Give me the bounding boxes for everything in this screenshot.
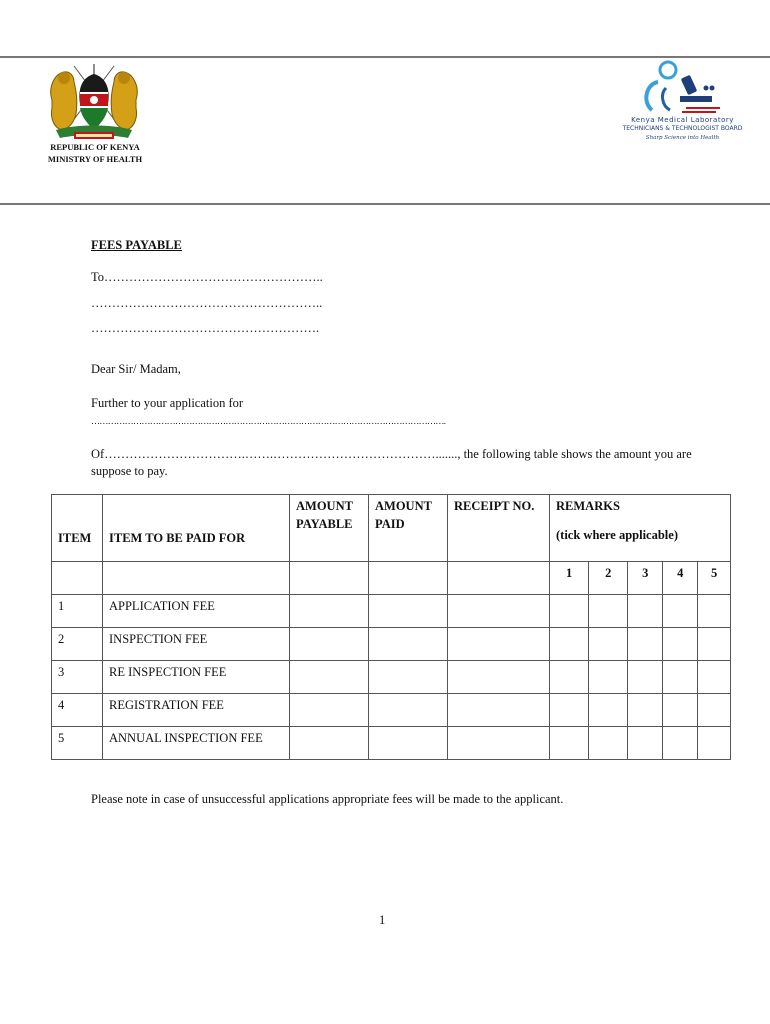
remark-number: 3 (628, 562, 663, 595)
table-row (52, 727, 731, 760)
application-line: Further to your application for (91, 396, 244, 410)
row-item: APPLICATION FEE (109, 599, 215, 613)
row-number: 5 (58, 731, 65, 745)
row-number: 3 (58, 665, 65, 679)
row-item: REGISTRATION FEE (109, 698, 224, 712)
remarks-note: (tick where applicable) (556, 528, 678, 542)
republic-text: REPUBLIC OF KENYA (50, 142, 140, 152)
table-row (52, 661, 731, 694)
header-receipt-no: RECEIPT NO. (448, 495, 550, 562)
row-item: ANNUAL INSPECTION FEE (109, 731, 263, 745)
kenya-coat-of-arms-icon (44, 60, 144, 144)
remarks-number-row (52, 562, 731, 595)
remark-number: 2 (589, 562, 628, 595)
government-heading (40, 141, 150, 165)
footer-note: Please note in case of unsuccessful applications appropriate fees will be made to the applicant. (91, 792, 564, 806)
header-rule (0, 203, 770, 205)
table-row (52, 595, 731, 628)
header-amount-paid: AMOUNT PAID (369, 495, 448, 562)
application-dots: ………………………………………………………………………………………………………………. (91, 416, 446, 426)
row-number: 2 (58, 632, 65, 646)
address-line-3: ………………………………………………. (91, 321, 320, 335)
remark-number: 4 (663, 562, 698, 595)
header-item-to-be-paid-for: ITEM TO BE PAID FOR (103, 495, 290, 562)
board-name-line1: Kenya Medical Laboratory (631, 116, 734, 124)
header-remarks: REMARKS (tick where applicable) (550, 495, 731, 562)
of-line: Of…………………………….…….…………………………………......., the following table shows the amount you are (91, 447, 692, 461)
table-header-row (52, 495, 731, 562)
row-number: 4 (58, 698, 65, 712)
of-line-2: suppose to pay. (91, 464, 168, 478)
remark-number: 1 (550, 562, 589, 595)
addressee-line: To…………………………………………….. (91, 270, 323, 284)
board-logo-icon (610, 58, 755, 118)
board-name-line2: TECHNICIANS & TECHNOLOGIST BOARD (622, 125, 743, 132)
ministry-text: MINISTRY OF HEALTH (47, 154, 143, 164)
header-amount-payable: AMOUNT PAYABLE (290, 495, 369, 562)
table-row (52, 628, 731, 661)
board-logo (610, 58, 755, 148)
header-item: ITEM (52, 495, 103, 562)
remark-number: 5 (698, 562, 731, 595)
address-line-2: ……………………………………………….. (91, 296, 323, 310)
row-item: RE INSPECTION FEE (109, 665, 227, 679)
page-number: 1 (379, 913, 386, 927)
fees-table (51, 494, 731, 760)
document-title: FEES PAYABLE (91, 238, 182, 252)
salutation: Dear Sir/ Madam, (91, 362, 181, 376)
row-number: 1 (58, 599, 65, 613)
row-item: INSPECTION FEE (109, 632, 208, 646)
board-motto: Sharp Science into Health (645, 135, 720, 141)
table-row (52, 694, 731, 727)
